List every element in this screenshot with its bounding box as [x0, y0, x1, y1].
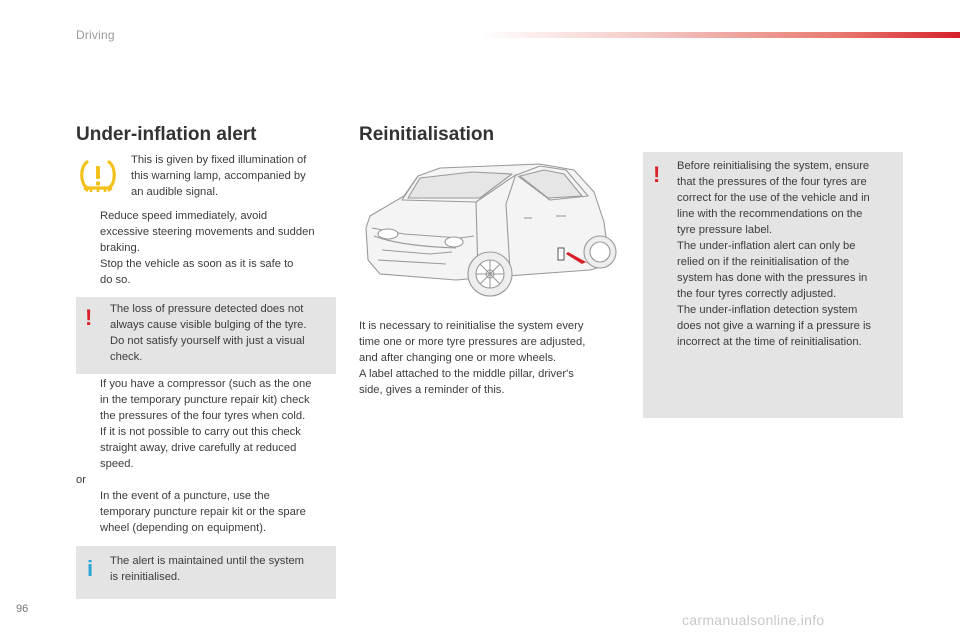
page-number: 96 — [16, 603, 29, 615]
car-illustration — [360, 156, 618, 304]
warning-box-pressure-loss: ! The loss of pressure detected does not always cause visible bulging of the tyre. Do not satisfy yourself with just a visual check. — [76, 297, 336, 374]
header-accent-bar — [480, 32, 960, 38]
under-inflation-heading: Under-inflation alert — [76, 124, 257, 145]
or-text: or — [76, 474, 86, 486]
section-title: Driving — [76, 28, 115, 42]
watermark: carmanualsonline.info — [682, 612, 825, 628]
reinitialisation-text: It is necessary to reinitialise the system every time one or more tyre pressures are adjusted, and after changing one or more wheels. A label attached to the middle pillar, driver's side, gives a reminder of this. — [359, 320, 586, 396]
warning-icon: ! — [653, 162, 661, 187]
warning-lamp-text: This is given by fixed illumination of this warning lamp, accompanied by an audible signal. — [131, 154, 307, 198]
info-icon: i — [87, 556, 94, 581]
info-box-alert-maintained: i The alert is maintained until the system is reinitialised. — [76, 546, 336, 599]
warning-icon: ! — [85, 305, 93, 330]
tyre-pressure-warning-icon — [78, 158, 118, 194]
warning-box-reinitialise: ! Before reinitialising the system, ensure that the pressures of the four tyres are correct for the use of the vehicle and in line with the recommendations on the tyre pressure label. The under-inflation alert can only be relied on if the reinitialisation of the system has done with the pressures in the four tyres correctly adjusted. The under-inflation detection system does not give a warning if a pressure is incorrect at the time of reinitialisation. — [643, 152, 903, 418]
reinitialisation-heading: Reinitialisation — [359, 124, 495, 145]
